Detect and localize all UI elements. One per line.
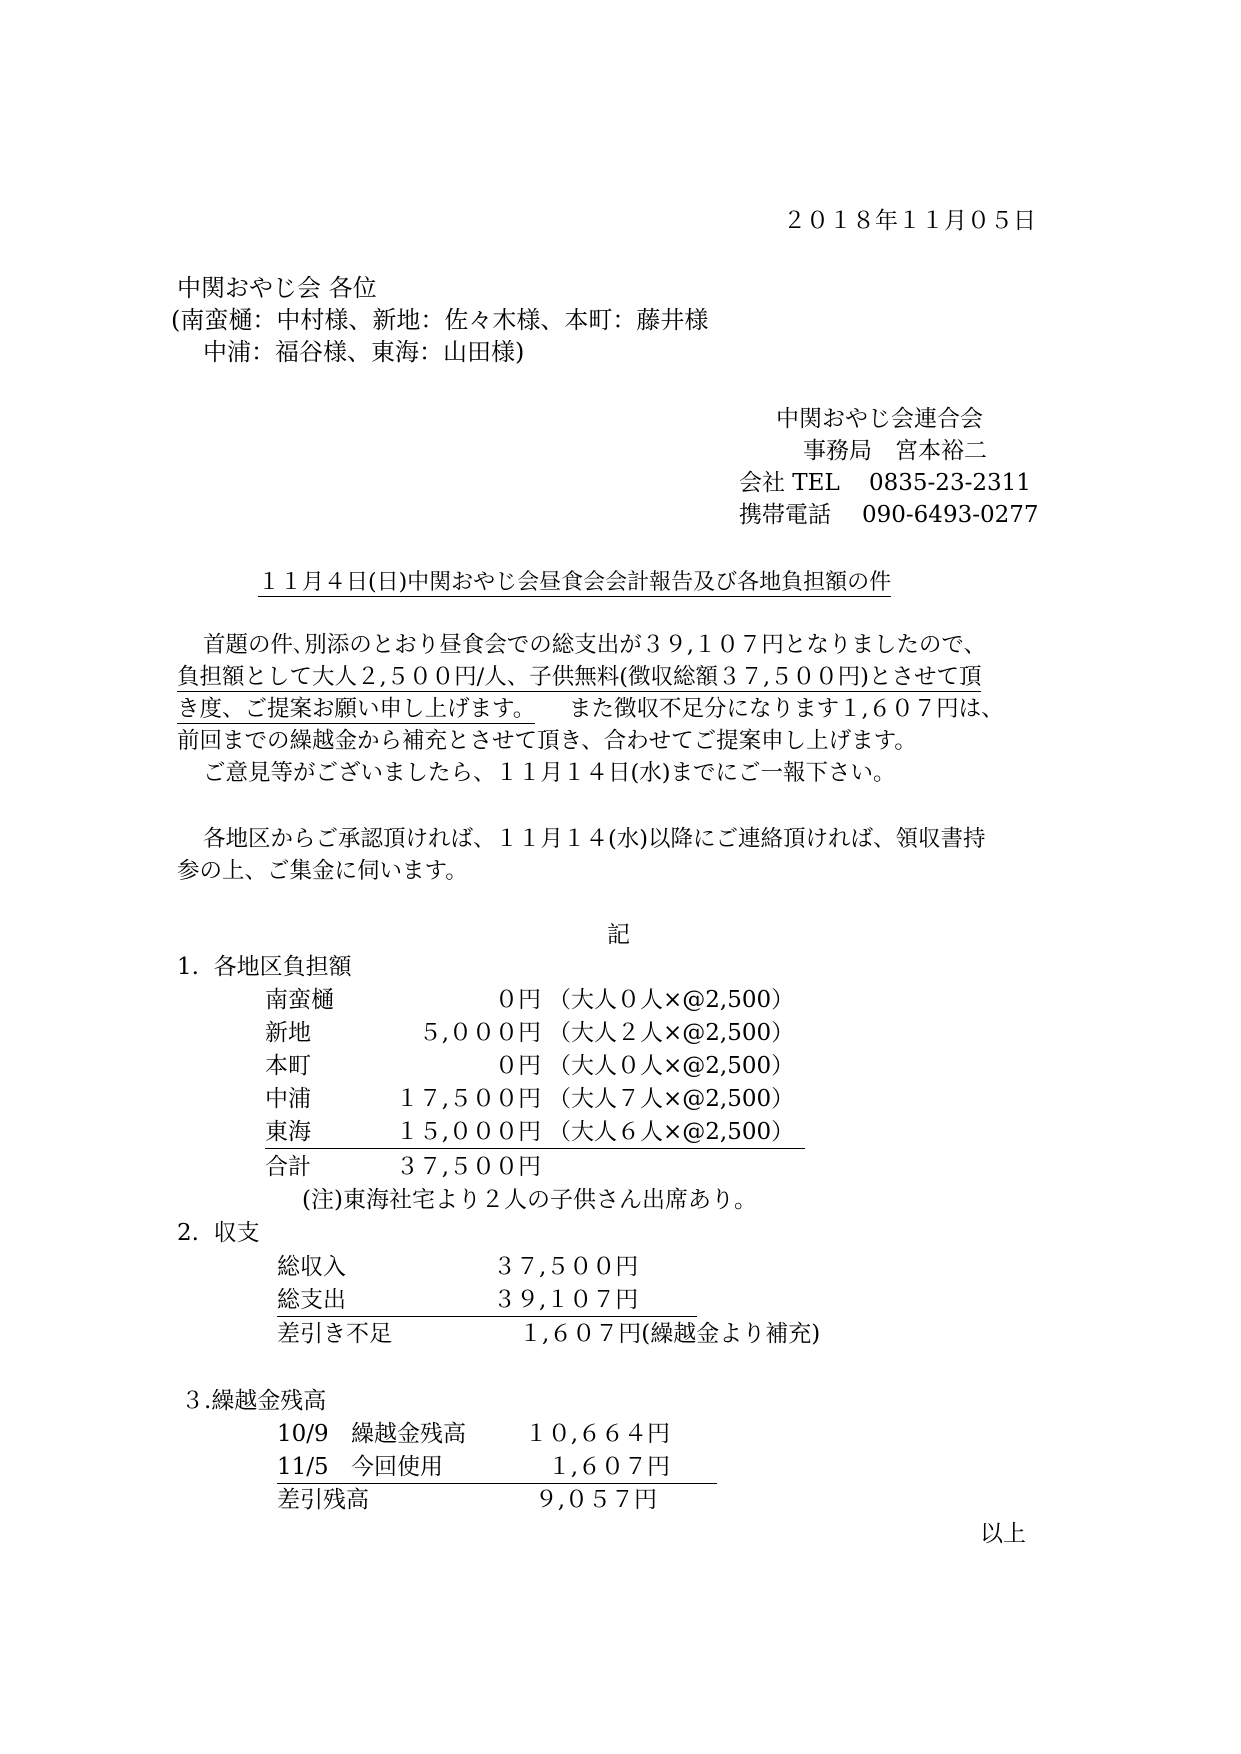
- section-1-total-amount: ３７,５００円: [395, 1154, 541, 1180]
- carryover-date: 10/9: [277, 1421, 329, 1447]
- section-1-title: 1. 各地区負担額: [177, 954, 352, 980]
- sender-mobile: 090-6493-0277: [862, 502, 1039, 528]
- district-amount: ５,０００円: [418, 1020, 541, 1046]
- shortfall-amount: １,６０７円(繰越金より補充): [519, 1321, 821, 1347]
- district-detail: （大人７人×@2,500）: [548, 1086, 795, 1112]
- sender-office: 事務局 宮本裕二: [803, 438, 987, 464]
- subject-line: １１月４日(日)中関おやじ会昼食会会計報告及び各地負担額の件: [258, 570, 892, 595]
- district-detail: （大人０人×@2,500）: [548, 987, 795, 1013]
- district-name: 中浦: [265, 1086, 311, 1112]
- body-paragraph-1-line-4: 前回までの繰越金から補充とさせて頂き、合わせてご提案申し上げます。: [177, 728, 917, 754]
- shortfall-label: 差引き不足: [277, 1321, 392, 1347]
- section-3-title: ３.繰越金残高: [181, 1388, 327, 1414]
- body-paragraph-2-line-2: 参の上、ご集金に伺います。: [177, 858, 468, 884]
- section-3-total-rule: [277, 1483, 717, 1484]
- district-detail: （大人２人×@2,500）: [548, 1020, 795, 1046]
- section-2-total-rule: [277, 1316, 697, 1317]
- district-name: 東海: [265, 1119, 311, 1145]
- section-1-note: (注)東海社宅より２人の子供さん出席あり。: [302, 1187, 757, 1213]
- district-name: 本町: [265, 1053, 311, 1079]
- district-amount: １５,０００円: [395, 1119, 541, 1145]
- recipient-line-2: (南蛮樋：中村様、新地：佐々木様、本町：藤井様: [171, 306, 709, 334]
- document-date: ２０１８年１１月０５日: [783, 208, 1036, 234]
- body-paragraph-1-line-5: ご意見等がございましたら、１１月１４日(水)までにご一報下さい。: [203, 760, 896, 786]
- district-amount: ０円: [495, 987, 541, 1013]
- sender-company-tel-label: 会社 TEL: [739, 470, 840, 496]
- district-amount: １７,５００円: [395, 1086, 541, 1112]
- section-1-total-label: 合計: [265, 1154, 311, 1180]
- expense-label: 総支出: [277, 1287, 346, 1313]
- balance-amount: ９,０５７円: [534, 1487, 657, 1513]
- sender-organization: 中関おやじ会連合会: [776, 406, 983, 432]
- body-paragraph-1-line-3a: き度、ご提案お願い申し上げます。: [177, 696, 536, 722]
- income-label: 総収入: [277, 1254, 346, 1280]
- body-paragraph-1-line-3b: また徴収不足分になります１,６０７円は、: [569, 696, 1004, 722]
- used-amount: １,６０７円: [547, 1454, 670, 1480]
- section-1-total-rule: [265, 1148, 805, 1149]
- district-name: 新地: [265, 1020, 311, 1046]
- expense-amount: ３９,１０７円: [493, 1287, 639, 1313]
- carryover-label: 繰越金残高: [351, 1421, 466, 1447]
- section-2-title: 2. 収支: [177, 1220, 260, 1246]
- income-amount: ３７,５００円: [493, 1254, 639, 1280]
- balance-label: 差引残高: [277, 1487, 369, 1513]
- recipient-line-1: 中関おやじ会 各位: [177, 274, 377, 302]
- district-detail: （大人６人×@2,500）: [548, 1119, 795, 1145]
- closing: 以上: [980, 1521, 1026, 1547]
- carryover-amount: １０,６６４円: [524, 1421, 670, 1447]
- sender-company-tel: 0835-23-2311: [869, 470, 1031, 496]
- used-date: 11/5: [277, 1454, 329, 1480]
- used-label: 今回使用: [351, 1454, 443, 1480]
- district-amount: ０円: [495, 1053, 541, 1079]
- recipient-line-3: 中浦：福谷様、東海：山田様): [203, 338, 525, 366]
- ki-heading: 記: [607, 922, 630, 948]
- body-paragraph-1-line-2: 負担額として大人２,５００円/人、子供無料(徴収総額３７,５００円)とさせて頂: [177, 664, 982, 690]
- body-paragraph-1-line-1: 首題の件､別添のとおり昼食会での総支出が３９,１０７円となりましたので、: [203, 632, 986, 658]
- body-paragraph-2-line-1: 各地区からご承認頂ければ、１１月１４(水)以降にご連絡頂ければ、領収書持: [203, 826, 986, 852]
- district-detail: （大人０人×@2,500）: [548, 1053, 795, 1079]
- sender-mobile-label: 携帯電話: [739, 502, 831, 528]
- district-name: 南蛮樋: [265, 987, 334, 1013]
